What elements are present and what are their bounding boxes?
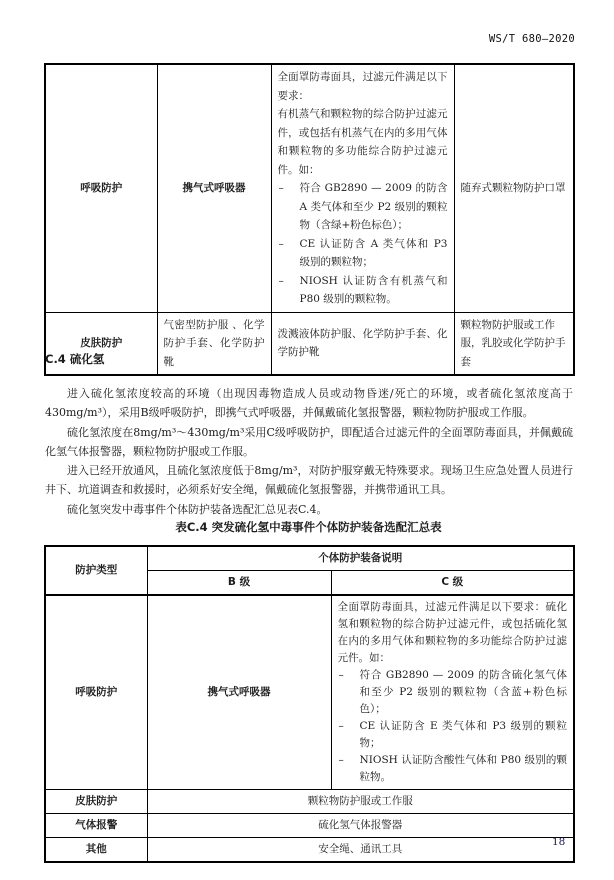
- page-number: 18: [552, 836, 566, 848]
- list-item: [338, 667, 568, 718]
- section-heading: C.4 硫化氢: [45, 352, 105, 366]
- list-item: [338, 752, 568, 786]
- table-row: [45, 595, 574, 790]
- section-body: [45, 384, 573, 519]
- cell-equipment-b: 携气式呼吸器: [157, 64, 271, 312]
- description-body: 有机蒸气和颗粒物的综合防护过滤元件，或包括有机蒸气在内的多用气体和颗粒物的多功能综合防护过滤元件。如：: [277, 108, 448, 176]
- cell-disposable-mask: 随弃式颗粒物防护口罩: [454, 64, 574, 312]
- list-item-text: NIOSH 认证防含酸性气体和 P80 级别的颗粒物。: [359, 754, 567, 783]
- row-label-respiratory: 呼吸防护: [45, 64, 157, 312]
- row-label-gas-alarm: 气体报警: [45, 814, 147, 838]
- row-label-respiratory: 呼吸防护: [45, 595, 147, 790]
- row-label-skin: 皮肤防护: [45, 312, 157, 375]
- list-item-text: CE 认证防含 E 类气体和 P3 级别的颗粒物；: [359, 720, 567, 749]
- header-protection-type: 防护类型: [45, 546, 147, 595]
- table-row: [45, 312, 574, 375]
- header-equipment-span: 个体防护装备说明: [147, 546, 574, 571]
- header-level-c: C 级: [331, 571, 574, 596]
- list-item: [278, 272, 448, 309]
- paragraph: 硫化氢突发中毒事件个体防护装备选配汇总见表C.4。: [67, 502, 328, 516]
- cell-skin-d: 颗粒物防护服或工作服，乳胶或化学防护手套: [454, 312, 574, 375]
- table-c4-title: 表C.4 突发硫化氢中毒事件个体防护装备选配汇总表: [175, 520, 442, 534]
- header-level-b: B 级: [147, 571, 331, 596]
- cell-gas-alarm-value: 硫化氢气体报警器: [147, 814, 574, 838]
- row-label-skin: 皮肤防护: [45, 790, 147, 814]
- dash-marker: –: [278, 274, 284, 287]
- cell-skin-b: 气密型防护服 、化学防护手套、化学防护靴: [157, 312, 271, 375]
- table-row: [45, 790, 574, 814]
- cell-skin-c: 泼溅液体防护服、化学防护手套、化学防护靴: [271, 312, 454, 375]
- standard-number: WS/T 680—2020: [488, 33, 575, 45]
- description-intro: 全面罩防毒面具，过滤元件满足以下要求：硫化氢和颗粒物的综合防护过滤元件，或包括硫化氢在内的多用气体和颗粒物的多功能综合防护过滤元件。如：: [337, 601, 567, 664]
- paragraph: 进入硫化氢浓度较高的环境（出现因毒物造成人员或动物昏迷/死亡的环境，或者硫化氢浓度高于430mg/m³），采用B级呼吸防护，即携气式呼吸器，并佩戴硫化氢报警器，颗粒物防护服或工作服。: [45, 387, 573, 420]
- cell-skin-value: 颗粒物防护服或工作服: [147, 790, 574, 814]
- paragraph: 硫化氢浓度在8mg/m³～430mg/m³采用C级呼吸防护，即配适合过滤元件的全面罩防毒面具，并佩戴硫化氢气体报警器，颗粒物防护服或工作服。: [45, 425, 573, 458]
- table-c4: [44, 545, 575, 863]
- dash-marker: –: [278, 237, 284, 250]
- protection-table-continued: [44, 63, 575, 376]
- table-row: [45, 838, 574, 863]
- table-row: [45, 64, 574, 312]
- dash-marker: –: [278, 182, 284, 194]
- dash-marker: –: [338, 754, 344, 766]
- list-item-text: 符合 GB2890 — 2009 的防含 A 类气体和至少 P2 级别的颗粒物（含绿+粉色标色）；: [299, 182, 448, 231]
- row-label-other: 其他: [45, 838, 147, 863]
- cell-b-level: 携气式呼吸器: [147, 595, 331, 790]
- list-item-text: CE 认证防含 A 类气体和 P3 级别的颗粒物；: [299, 237, 448, 268]
- paragraph: 进入已经开放通风，且硫化氢浓度低于8mg/m³，对防护服穿戴无特殊要求。现场卫生应急处置人员进行井下、坑道调查和救援时，必须系好安全绳，佩戴硫化氢报警器，并携带通讯工具。: [45, 464, 573, 497]
- list-item: [338, 718, 568, 752]
- list-item-text: 符合 GB2890 — 2009 的防含硫化氢气体和至少 P2 级别的颗粒物（含蓝+粉色标色）；: [359, 669, 567, 715]
- list-item: [278, 235, 448, 272]
- description-intro: 全面罩防毒面具，过滤元件满足以下要求：: [277, 71, 448, 102]
- dash-marker: –: [338, 720, 344, 732]
- list-item: [278, 179, 448, 235]
- cell-description-c: [271, 64, 454, 312]
- cell-c-level: [331, 595, 574, 790]
- cell-other-value: 安全绳、通讯工具: [147, 838, 574, 863]
- table-row: [45, 814, 574, 838]
- table-header-row: [45, 546, 574, 571]
- list-item-text: NIOSH 认证防含有机蒸气和 P80 级别的颗粒物。: [299, 274, 448, 305]
- dash-marker: –: [338, 669, 344, 681]
